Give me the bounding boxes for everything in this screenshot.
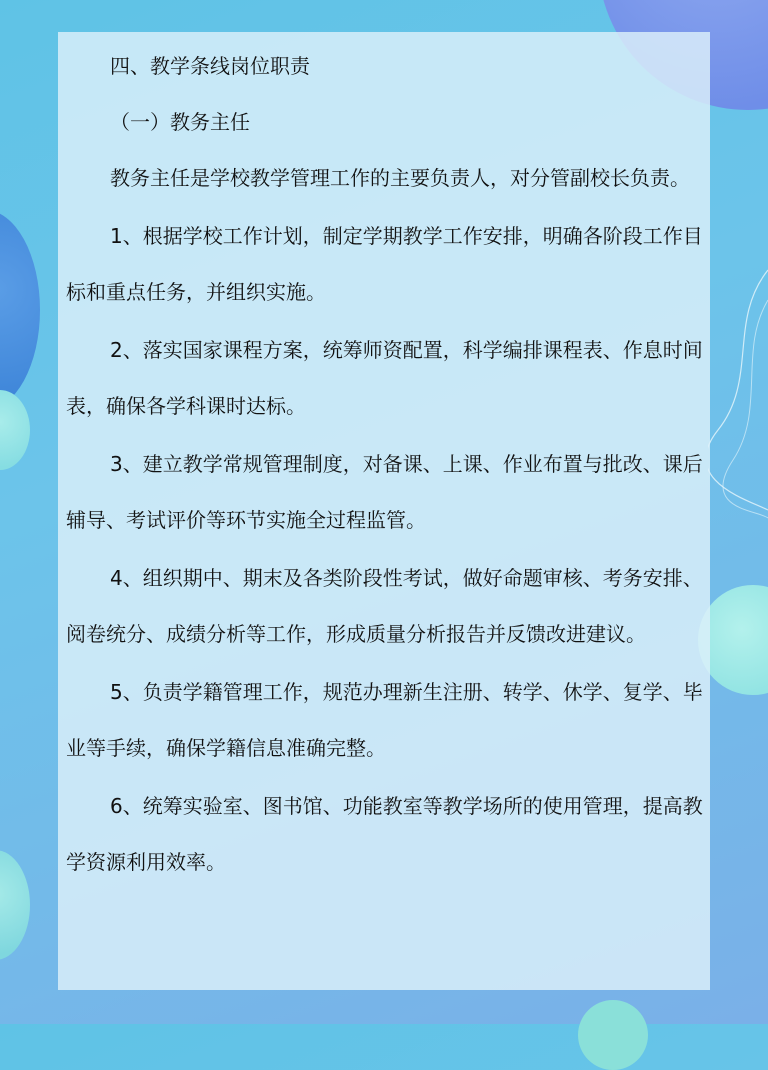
decorative-circle bbox=[0, 210, 40, 410]
duty-item: 4、组织期中、期末及各类阶段性考试，做好命题审核、考务安排、阅卷统分、成绩分析等工作，形成质量分析报告并反馈改进建议。 bbox=[66, 566, 703, 646]
duty-item: 1、根据学校工作计划，制定学期教学工作安排，明确各阶段工作目标和重点任务，并组织实施。 bbox=[66, 224, 703, 304]
intro-paragraph: 教务主任是学校教学管理工作的主要负责人，对分管副校长负责。 bbox=[110, 166, 690, 190]
subsection-title: （一）教务主任 bbox=[110, 110, 250, 134]
decorative-circle bbox=[0, 850, 30, 960]
section-title: 四、教学条线岗位职责 bbox=[110, 54, 310, 78]
duty-item: 6、统筹实验室、图书馆、功能教室等教学场所的使用管理，提高教学资源利用效率。 bbox=[66, 794, 703, 874]
duty-item: 5、负责学籍管理工作，规范办理新生注册、转学、休学、复学、毕业等手续，确保学籍信息准确完整。 bbox=[66, 680, 703, 760]
duty-item: 3、建立教学常规管理制度，对备课、上课、作业布置与批改、课后辅导、考试评价等环节实施全过程监管。 bbox=[66, 452, 703, 532]
document-body bbox=[66, 38, 706, 892]
decorative-circle bbox=[578, 1000, 648, 1070]
decorative-circle bbox=[0, 390, 30, 470]
duty-item: 2、落实国家课程方案，统筹师资配置，科学编排课程表、作息时间表，确保各学科课时达标。 bbox=[66, 338, 703, 418]
decorative-wave-lines bbox=[708, 260, 768, 520]
